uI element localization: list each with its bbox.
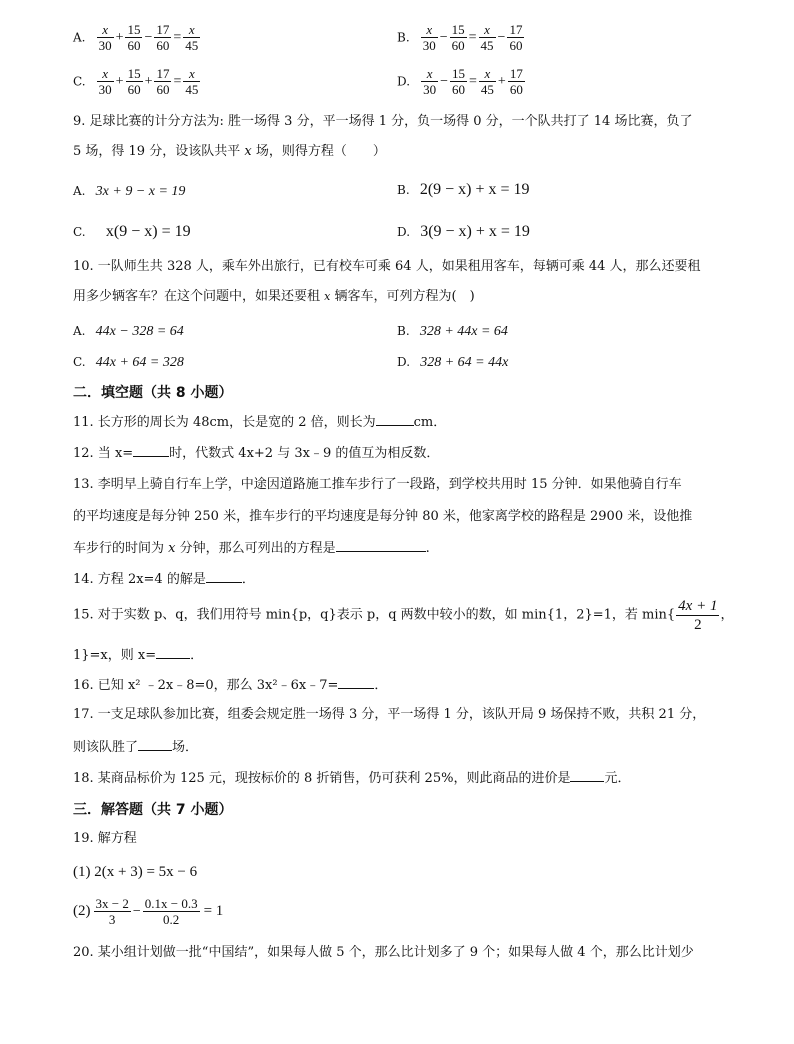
q13-line1: 13. 李明早上骑自行车上学，中途因道路施工推车步行了一段路，到学校共用时 15 分钟．如果他骑自行车	[73, 477, 682, 492]
q10-stem-line2: 用多少辆客车？在这个问题中，如果还要租 x 辆客车，可列方程为( )	[73, 289, 475, 304]
q17-line1: 17. 一支足球队参加比赛，组委会规定胜一场得 3 分，平一场得 1 分，该队开局 9 场保持不败，共积 21 分，	[73, 707, 706, 722]
option-label: B.	[397, 30, 410, 45]
q10-option-c: C. 44x + 64 = 328	[73, 355, 184, 370]
fraction: $\frac{3x - 2}{3}$	[95, 896, 129, 927]
fraction: $\frac{17}{60}$	[509, 66, 523, 97]
fraction: $\frac{0.1x - 0.3}{0.2}$	[144, 896, 198, 927]
q8-option-d: D. $\frac{x}{30}$ − $\frac{15}{60}$ = $\frac{x}{45}$ + $\frac{17}{60}$	[397, 66, 523, 97]
option-label: D.	[397, 74, 411, 89]
fraction: $\frac{x}{30}$	[98, 22, 112, 53]
answer-blank[interactable]	[336, 539, 426, 552]
q8-option-b: B. $\frac{x}{30}$ − $\frac{15}{60}$ = $\frac{x}{45}$ − $\frac{17}{60}$	[397, 22, 523, 53]
q19-title: 19. 解方程	[73, 831, 137, 846]
q8-option-c: C. $\frac{x}{30}$ + $\frac{15}{60}$ + $\frac{17}{60}$ = $\frac{x}{45}$	[73, 66, 199, 97]
fraction: $\frac{x}{30}$	[423, 66, 437, 97]
q8-option-a: A. $\frac{x}{30}$ + $\frac{15}{60}$ − $\frac{17}{60}$ = $\frac{x}{45}$	[73, 22, 199, 53]
fraction: $\frac{15}{60}$	[451, 22, 465, 53]
q9-option-b: B. 2(9 − x) + x = 19	[397, 181, 530, 198]
q20-line1: 20. 某小组计划做一批“中国结”，如果每人做 5 个，那么比计划多了 9 个；如果每人做 4 个，那么比计划少	[73, 945, 694, 960]
fraction: $\frac{x}{30}$	[422, 22, 436, 53]
q12: 12. 当 x= 时，代数式 4x+2 与 3x﹣9 的值互为相反数．	[73, 446, 440, 461]
answer-blank[interactable]	[133, 444, 169, 457]
fraction: $\frac{15}{60}$	[127, 66, 141, 97]
fraction: $\frac{17}{60}$	[509, 22, 523, 53]
fraction: $\frac{x}{45}$	[480, 22, 494, 53]
fraction: $\frac{x}{45}$	[185, 22, 199, 53]
q13-line2: 的平均速度是每分钟 250 米，推车步行的平均速度是每分钟 80 米，他家离学校的路程是 2900 米，设他推	[73, 509, 693, 524]
answer-blank[interactable]	[376, 413, 414, 426]
answer-blank[interactable]	[338, 676, 374, 689]
q13-line3: 车步行的时间为 x 分钟，那么可列出的方程是 .	[73, 541, 430, 556]
q19-equation-1: (1) 2(x + 3) = 5x − 6	[73, 864, 198, 880]
q9-stem-line2: 5 场，得 19 分，设该队共平 x 场，则得方程（ ）	[73, 144, 386, 159]
q16: 16. 已知 x² ﹣2x﹣8=0，那么 3x²﹣6x﹣7= ．	[73, 678, 388, 693]
q15-line1: 15. 对于实数 p、q，我们用符号 min{p，q}表示 p，q 两数中较小的数，如 min{1，2}=1，若 min{ $\frac{4x + 1}{2}$ ，	[73, 598, 734, 633]
answer-blank[interactable]	[156, 646, 190, 659]
answer-blank[interactable]	[138, 738, 172, 751]
fraction: $\frac{17}{60}$	[156, 22, 170, 53]
q9-option-a: A. 3x + 9 − x = 19	[73, 184, 186, 199]
q10-option-a: A. 44x − 328 = 64	[73, 324, 184, 339]
q10-stem-line1: 10. 一队师生共 328 人，乘车外出旅行，已有校车可乘 64 人，如果租用客车，每辆可乘 44 人，那么还要租	[73, 259, 701, 274]
fraction: $\frac{x}{30}$	[98, 66, 112, 97]
section-heading-solutions: 三．解答题（共 7 小题）	[73, 802, 233, 818]
q9-option-d: D. 3(9 − x) + x = 19	[397, 223, 530, 240]
answer-blank[interactable]	[206, 570, 242, 583]
q17-line2: 则该队胜了 场．	[73, 740, 199, 755]
fraction: $\frac{15}{60}$	[127, 22, 141, 53]
answer-blank[interactable]	[570, 769, 604, 782]
fraction: $\frac{15}{60}$	[452, 66, 466, 97]
q19-equation-2: (2) $\frac{3x - 2}{3}$ − $\frac{0.1x - 0.3}{0.2}$ = 1	[73, 896, 224, 927]
option-label: A.	[73, 30, 86, 45]
q10-option-d: D. 328 + 64 = 44x	[397, 355, 509, 370]
fraction: $\frac{x}{45}$	[480, 66, 494, 97]
fraction: $\frac{x}{45}$	[185, 66, 199, 97]
q9-option-c: C. x(9 − x) = 19	[73, 223, 191, 240]
q18: 18. 某商品标价为 125 元，现按标价的 8 折销售，仍可获利 25%，则此商品的进价是 元．	[73, 771, 631, 786]
option-label: C.	[73, 74, 86, 89]
q11: 11. 长方形的周长为 48cm，长是宽的 2 倍，则长为 cm．	[73, 415, 447, 430]
q14: 14. 方程 2x=4 的解是 ．	[73, 572, 255, 587]
q10-option-b: B. 328 + 44x = 64	[397, 324, 508, 339]
section-heading-fill-in: 二．填空题（共 8 小题）	[73, 385, 233, 401]
q9-stem-line1: 9. 足球比赛的计分方法为: 胜一场得 3 分，平一场得 1 分，负一场得 0 分，一个队共打了 14 场比赛，负了	[73, 114, 693, 129]
fraction: $\frac{4x + 1}{2}$	[678, 598, 718, 633]
fraction: $\frac{17}{60}$	[156, 66, 170, 97]
q15-line2: 1}=x，则 x= ．	[73, 648, 204, 663]
